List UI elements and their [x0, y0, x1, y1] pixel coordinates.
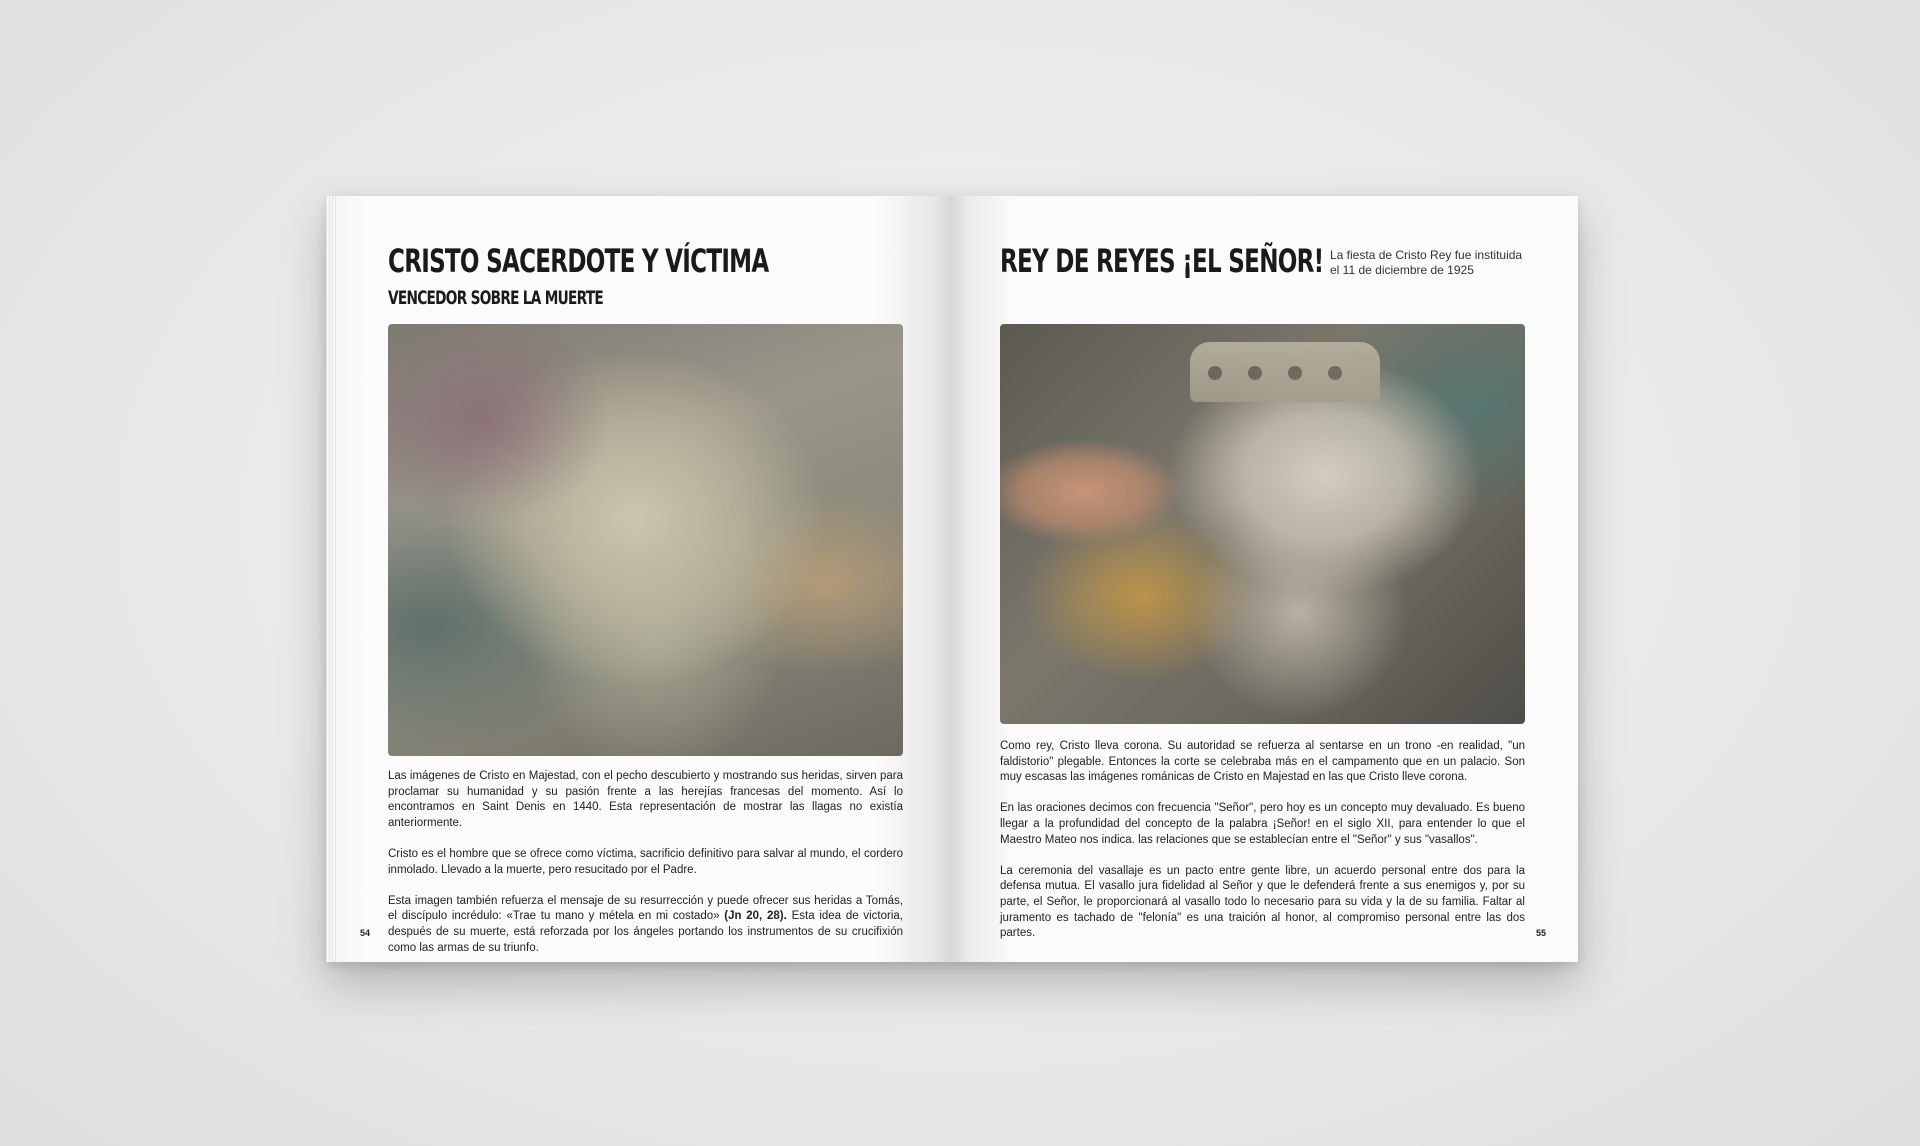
left-paragraph-3	[388, 894, 903, 956]
left-paragraph-3-start: Esta imagen también refuerza el mensaje de su resurrección y puede ofrecer sus heridas a Tomás, el discípulo incrédulo: «Trae tu mano y métela en mi costado»	[388, 894, 903, 923]
right-page	[952, 196, 1578, 962]
right-paragraph-2: En las oraciones decimos con frecuencia "Señor", pero hoy es un concepto muy devaluado. Es bueno llegar a la profundidad del concepto de la palabra ¡Señor! en el siglo XII, para entender lo que el Maestro Mateo nos indica. las relaciones que se establecían entre el "Señor" y sus "vasallos".	[1000, 802, 1525, 846]
left-page	[326, 196, 952, 962]
left-paragraph-1: Las imágenes de Cristo en Majestad, con el pecho descubierto y mostrando sus heridas, sirven para proclamar su humanidad y su pasión frente a las herejías francesas del momento. Así lo encontramos en Saint Denis en 1440. Esta representación de mostrar las llagas no existía anteriormente.	[388, 770, 903, 829]
right-page-aside	[1330, 248, 1522, 278]
sculpture-photo-crowned-king	[1000, 324, 1525, 724]
page-edge	[326, 196, 336, 962]
left-page-title: CRISTO SACERDOTE Y VÍCTIMA	[388, 242, 769, 280]
crown-shape	[1190, 342, 1380, 402]
right-paragraph-3: La ceremonia del vasallaje es un pacto entre gente libre, un acuerdo personal entre dos para la defensa mutua. El vasallo jura fidelidad al Señor y que le defenderá frente a sus enemigos y, por su parte, el Señor, le proporcionará al vasallo todo lo necesario para su vida y la de su familia. Faltar al juramento es tachado de "felonía" es una traición al honor, al compromiso personal entre las dos partes.	[1000, 864, 1525, 940]
right-page-body	[1000, 739, 1525, 957]
open-book-spread	[326, 196, 1578, 962]
aside-line-2: el 11 de diciembre de 1925	[1330, 263, 1474, 277]
left-page-body	[388, 769, 903, 962]
left-paragraph-3-end: Esta idea de victoria, después de su muerte, está reforzada por los ángeles portando los instrumentos de su crucifixión como las armas de su triunfo.	[388, 910, 903, 954]
aside-line-1: La fiesta de Cristo Rey fue instituida	[1330, 248, 1523, 262]
page-number-right: 55	[1536, 928, 1547, 938]
bible-reference: (Jn 20, 28).	[724, 910, 787, 923]
left-paragraph-2: Cristo es el hombre que se ofrece como víctima, sacrificio definitivo para salvar al mundo, el cordero inmolado. Llevado a la muerte, pero resucitado por el Padre.	[388, 847, 903, 876]
page-number-left: 54	[360, 928, 371, 938]
right-paragraph-1: Como rey, Cristo lleva corona. Su autoridad se refuerza al sentarse en un trono -en realidad, "un faldistorio" plegable. Entonces la corte se celebraba más en el campamento que en un palacio. Son muy escasas las imágenes románicas de Cristo en Majestad en las que Cristo lleve corona.	[1000, 740, 1525, 784]
left-page-subtitle: VENCEDOR SOBRE LA MUERTE	[388, 287, 604, 309]
sculpture-photo-christ-wounds	[388, 324, 903, 756]
right-page-title: REY DE REYES ¡EL SEÑOR!	[1000, 242, 1324, 280]
